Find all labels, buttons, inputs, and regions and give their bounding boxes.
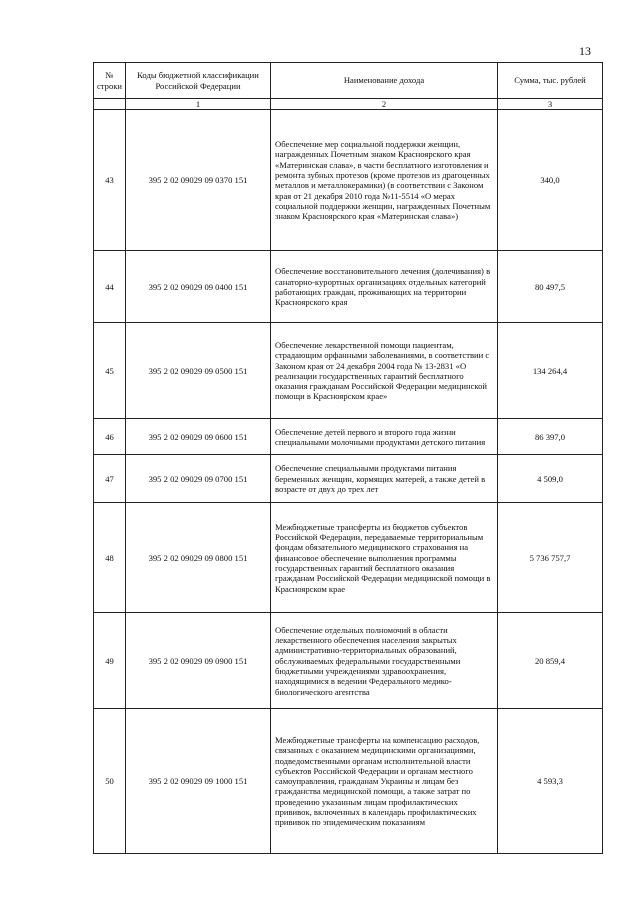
table-row: [94, 251, 603, 323]
revenue-name: Обеспечение мер социальной поддержки женщин, награжденных Почетным знаком Красноярского края «Материнская слава», в части бесплатного изготовления и ремонта зубных протезов (кроме протезов из драгоценных металлов и металлокерамики) (в соответствии с Законом края от 21 декабря 2010 года №11-5514 «О мерах социальной поддержки женщин, награжденных Почетным знаком Красноярского края «Материнская слава»): [271, 110, 498, 251]
budget-code: 395 2 02 09029 09 0800 151: [126, 503, 271, 613]
budget-code: 395 2 02 09029 09 0370 151: [126, 110, 271, 251]
revenue-name: Межбюджетные трансферты из бюджетов субъектов Российской Федерации, передаваемые территориальным фондам обязательного медицинского страхования на финансовое обеспечение выполнения программы государственных гарантий бесплатного оказания гражданам Российской Федерации медицинской помощи в Красноярском крае: [271, 503, 498, 613]
amount: 86 397,0: [498, 419, 603, 455]
table-column-index-row: [94, 99, 603, 110]
header-amount: Сумма, тыс. рублей: [498, 63, 603, 99]
revenue-name: Обеспечение детей первого и второго года жизни специальными молочными продуктами детского питания: [271, 419, 498, 455]
amount: 134 264,4: [498, 323, 603, 419]
amount: 80 497,5: [498, 251, 603, 323]
header-row-number: № строки: [94, 63, 126, 99]
budget-code: 395 2 02 09029 09 0700 151: [126, 455, 271, 503]
row-number: 48: [94, 503, 126, 613]
row-number: 49: [94, 613, 126, 709]
table-row: [94, 455, 603, 503]
amount: 4 509,0: [498, 455, 603, 503]
column-index-3: 3: [498, 99, 603, 110]
budget-code: 395 2 02 09029 09 1000 151: [126, 709, 271, 854]
amount: 4 593,3: [498, 709, 603, 854]
table-row: [94, 503, 603, 613]
revenue-name: Обеспечение отдельных полномочий в области лекарственного обеспечения населения закрытых административно-территориальных образований, обслуживаемых федеральными государственными бюджетными учреждениями здравоохранения, находящимися в ведении Федерального медико-биологического агентства: [271, 613, 498, 709]
row-number: 43: [94, 110, 126, 251]
table-row: [94, 419, 603, 455]
amount: 5 736 757,7: [498, 503, 603, 613]
table-row: [94, 110, 603, 251]
row-number: 44: [94, 251, 126, 323]
row-number: 46: [94, 419, 126, 455]
table-row: [94, 323, 603, 419]
table-row: [94, 709, 603, 854]
row-number: 50: [94, 709, 126, 854]
revenue-name: Обеспечение восстановительного лечения (долечивания) в санаторно-курортных организациях отдельных категорий работающих граждан, проживающих на территории Красноярского края: [271, 251, 498, 323]
column-index-1: 1: [126, 99, 271, 110]
revenue-name: Обеспечение специальными продуктами питания беременных женщин, кормящих матерей, а также детей в возрасте от двух до трех лет: [271, 455, 498, 503]
table-header-row: [94, 63, 603, 99]
table-row: [94, 613, 603, 709]
amount: 20 859,4: [498, 613, 603, 709]
revenue-name: Обеспечение лекарственной помощи пациентам, страдающим орфанными заболеваниями, в соответствии с Законом края от 24 декабря 2004 года № 13-2831 «О реализации государственных гарантий бесплатного оказания гражданам Российской Федерации медицинской помощи в Красноярском крае»: [271, 323, 498, 419]
header-revenue-name: Наименование дохода: [271, 63, 498, 99]
budget-code: 395 2 02 09029 09 0500 151: [126, 323, 271, 419]
row-number: 45: [94, 323, 126, 419]
budget-code: 395 2 02 09029 09 0400 151: [126, 251, 271, 323]
row-number: 47: [94, 455, 126, 503]
amount: 340,0: [498, 110, 603, 251]
budget-revenue-table: [93, 62, 603, 854]
column-index-2: 2: [271, 99, 498, 110]
budget-code: 395 2 02 09029 09 0900 151: [126, 613, 271, 709]
revenue-name: Межбюджетные трансферты на компенсацию расходов, связанных с оказанием медицинскими организациями, подведомственными органам исполнительной власти субъектов Российской Федерации и органам местного самоуправления, гражданам Украины и лицам без гражданства медицинской помощи, а также затрат по проведению указанным лицам профилактических прививок, включенных в календарь профилактических прививок по эпидемическим показаниям: [271, 709, 498, 854]
budget-code: 395 2 02 09029 09 0600 151: [126, 419, 271, 455]
page-number: 13: [579, 44, 591, 58]
header-budget-code: Коды бюджетной классификации Российской Федерации: [126, 63, 271, 99]
column-index-empty: [94, 99, 126, 110]
